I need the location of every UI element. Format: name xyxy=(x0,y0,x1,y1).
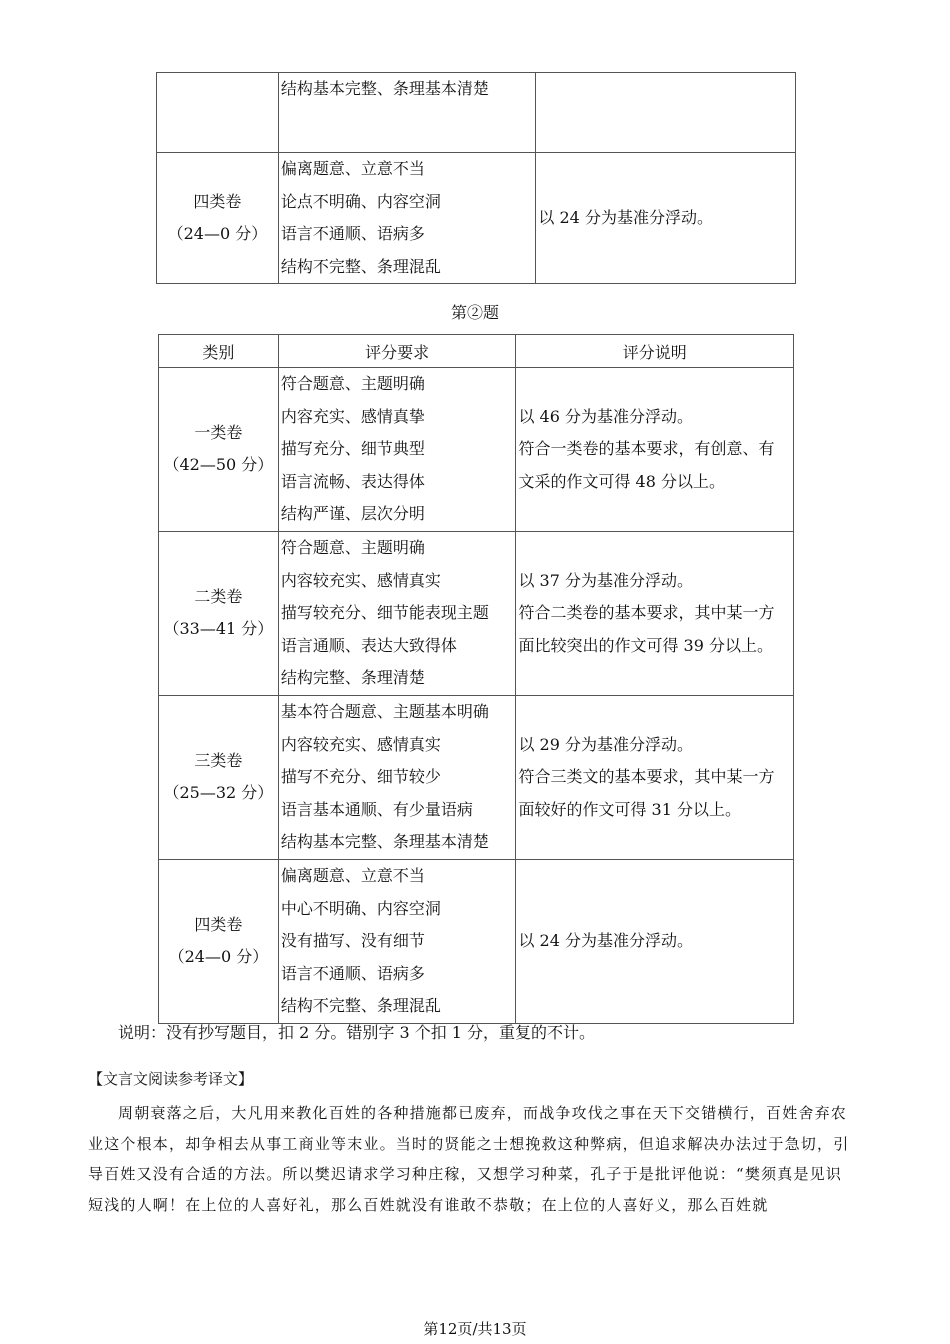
table-row xyxy=(157,73,796,153)
requirement-line: 结构基本完整、条理基本清楚 xyxy=(280,832,489,852)
requirement-line: 语言不通顺、语病多 xyxy=(280,224,425,244)
category-cell xyxy=(159,695,279,859)
requirement-line: 结构完整、条理清楚 xyxy=(280,668,425,688)
requirement-line: 语言不通顺、语病多 xyxy=(280,963,425,983)
requirement-line: 内容较充实、感情真实 xyxy=(280,734,441,754)
notes-cell xyxy=(516,531,794,695)
table-row xyxy=(159,695,794,859)
note-line: 符合二类卷的基本要求，其中某一方 xyxy=(518,603,775,623)
category-range: （33—41 分） xyxy=(163,619,274,639)
requirement-line: 基本符合题意、主题基本明确 xyxy=(280,701,489,721)
scoring-explanation: 说明：没有抄写题目，扣 2 分。错别字 3 个扣 1 分，重复的不计。 xyxy=(118,1023,596,1042)
category-cell xyxy=(159,859,279,1023)
note-line: 以 46 分为基准分浮动。 xyxy=(518,406,693,426)
requirement-line: 描写不充分、细节较少 xyxy=(280,767,441,787)
requirement-line: 内容充实、感情真挚 xyxy=(280,406,425,426)
column-header: 评分说明 xyxy=(516,335,794,368)
table-row xyxy=(159,368,794,532)
requirements-cell xyxy=(278,368,516,532)
notes-cell xyxy=(516,859,794,1023)
requirement-line: 结构严谨、层次分明 xyxy=(280,504,425,524)
grading-table-question2 xyxy=(158,334,794,1024)
page-number: 第12页/共13页 xyxy=(423,1320,527,1338)
requirement-line: 语言基本通顺、有少量语病 xyxy=(280,799,473,819)
requirement-line: 偏离题意、立意不当 xyxy=(280,159,425,178)
table-header-row xyxy=(159,335,794,368)
requirement-line: 结构基本完整、条理基本清楚 xyxy=(280,79,489,98)
column-header: 评分要求 xyxy=(278,335,516,368)
section-title: 【文言文阅读参考译文】 xyxy=(88,1070,254,1088)
category-range: （24—0 分） xyxy=(167,224,268,244)
note-line: 符合一类卷的基本要求，有创意、有 xyxy=(518,439,775,459)
notes-cell xyxy=(536,153,796,284)
note-line: 以 37 分为基准分浮动。 xyxy=(518,570,693,590)
requirement-line: 描写较充分、细节能表现主题 xyxy=(280,603,489,623)
requirements-cell xyxy=(278,531,516,695)
category-name: 三类卷 xyxy=(194,751,243,771)
requirement-line: 语言通顺、表达大致得体 xyxy=(280,635,457,655)
requirement-line: 符合题意、主题明确 xyxy=(280,537,425,557)
table-row xyxy=(159,531,794,695)
translation-paragraph xyxy=(88,1098,858,1220)
category-cell xyxy=(159,531,279,695)
requirement-line: 偏离题意、立意不当 xyxy=(280,865,425,885)
category-range: （25—32 分） xyxy=(163,783,274,803)
category-name: 四类卷 xyxy=(194,915,243,935)
requirements-cell xyxy=(278,859,516,1023)
grading-table-part1 xyxy=(156,72,796,284)
category-cell xyxy=(157,73,279,153)
table-caption: 第②题 xyxy=(450,303,499,322)
note-line: 以 24 分为基准分浮动。 xyxy=(538,207,713,227)
note-line: 面比较突出的作文可得 39 分以上。 xyxy=(518,635,773,655)
category-range: （24—0 分） xyxy=(168,947,269,967)
note-line: 符合三类文的基本要求，其中某一方 xyxy=(518,767,775,787)
requirements-cell xyxy=(278,695,516,859)
requirement-line: 结构不完整、条理混乱 xyxy=(280,996,441,1016)
requirements-cell xyxy=(278,73,536,153)
table-row xyxy=(157,153,796,284)
note-line: 以 24 分为基准分浮动。 xyxy=(518,931,693,951)
table-row xyxy=(159,859,794,1023)
requirement-line: 结构不完整、条理混乱 xyxy=(280,256,441,276)
category-name: 二类卷 xyxy=(194,587,243,607)
requirements-cell xyxy=(278,153,536,284)
category-cell xyxy=(159,368,279,532)
paragraph-text: 周朝衰落之后，大凡用来教化百姓的各种措施都已废弃，而战争攻伐之事在天下交错横行，百姓舍弃农业这个根本，却争相去从事工商业等末业。当时的贤能之士想挽救这种弊病，但追求解决办法过于急切，引导百姓又没有合适的方法。所以樊迟请求学习种庄稼，又想学习种菜，孔子于是批评他说：“樊须真是见识短浅的人啊！在上位的人喜好礼，那么百姓就没有谁敢不恭敬；在上位的人喜好义，那么百姓就 xyxy=(88,1104,850,1214)
notes-cell xyxy=(536,73,796,153)
notes-cell xyxy=(516,695,794,859)
category-name: 一类卷 xyxy=(194,423,243,443)
requirement-line: 没有描写、没有细节 xyxy=(280,931,425,951)
requirement-line: 内容较充实、感情真实 xyxy=(280,570,441,590)
category-cell xyxy=(157,153,279,284)
requirement-line: 语言流畅、表达得体 xyxy=(280,471,425,491)
notes-cell xyxy=(516,368,794,532)
note-line: 以 29 分为基准分浮动。 xyxy=(518,734,693,754)
requirement-line: 符合题意、主题明确 xyxy=(280,374,425,393)
note-line: 文采的作文可得 48 分以上。 xyxy=(518,471,725,491)
requirement-line: 描写充分、细节典型 xyxy=(280,439,425,459)
note-line: 面较好的作文可得 31 分以上。 xyxy=(518,799,741,819)
column-header: 类别 xyxy=(159,335,279,368)
category-name: 四类卷 xyxy=(193,192,242,212)
category-range: （42—50 分） xyxy=(163,455,274,475)
requirement-line: 中心不明确、内容空洞 xyxy=(280,898,441,918)
requirement-line: 论点不明确、内容空洞 xyxy=(280,191,441,211)
